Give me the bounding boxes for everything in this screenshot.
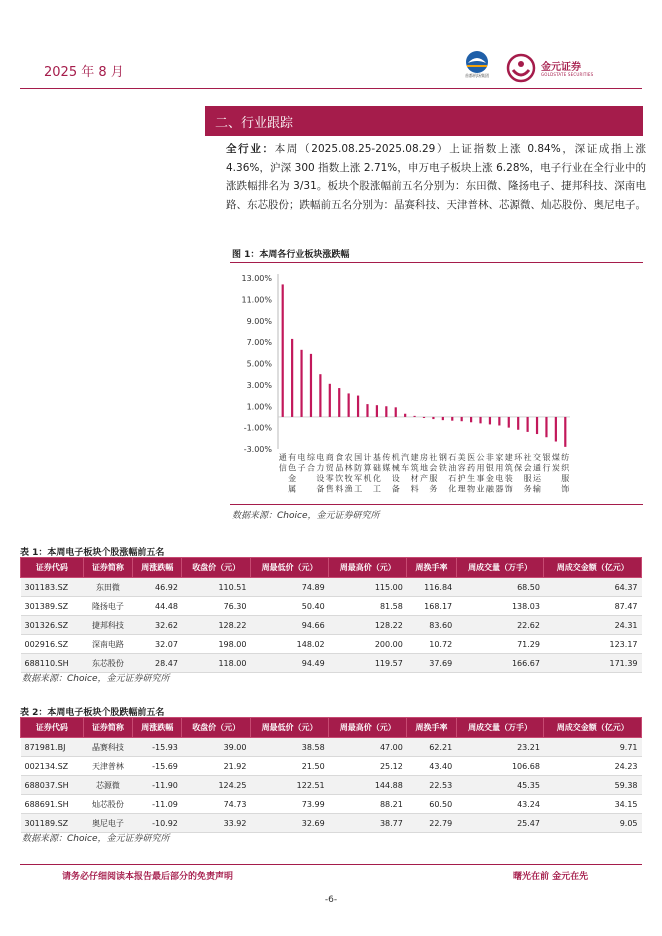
x-tick-label: 商贸零售 <box>325 453 334 494</box>
table-cell: 44.48 <box>133 597 182 616</box>
bar <box>366 404 368 417</box>
x-tick-label: 医药生物 <box>467 453 476 494</box>
table-cell: 144.88 <box>329 776 407 795</box>
intro-text: 本周（2025.08.25-2025.08.29）上证指数上涨 0.84%，深证成指上涨 4.36%，沪深 300 指数上涨 2.71%，申万电子板块上涨 6.28%，电子行业在全行业中的涨跌幅排名为 3/31。板块个股涨幅前五名分别为：东田微、隆扬电子、捷邦科技、深南电路、东芯股份；跌幅前五名分别为：晶赛科技、天津普林、芯源微、灿芯股份、奥尼电子。 <box>226 143 646 211</box>
x-tick-label: 钢铁 <box>438 453 447 473</box>
table-cell: 芯源微 <box>83 776 132 795</box>
table-header-cell: 周最低价（元） <box>250 558 328 578</box>
capital-airports-logo <box>454 50 500 86</box>
table-cell: 64.37 <box>544 578 642 597</box>
header-divider <box>20 88 642 89</box>
table-header-cell: 证券简称 <box>83 558 132 578</box>
page-number: -6- <box>324 895 338 905</box>
bar <box>376 405 378 417</box>
bar <box>338 388 340 417</box>
x-tick-label: 交通运输 <box>533 453 542 494</box>
footer-slogan: 曙光在前 金元在先 <box>513 872 589 882</box>
x-tick-label: 传媒 <box>382 453 391 473</box>
table-cell: 83.60 <box>407 616 456 635</box>
table-cell: 21.92 <box>182 757 251 776</box>
table-cell: 115.00 <box>329 578 407 597</box>
logo2-brand-en: GOLDSTATE SECURITIES <box>541 72 594 77</box>
table-cell: 60.50 <box>407 795 456 814</box>
table-header-cell: 收盘价（元） <box>182 718 251 738</box>
table-cell: 119.57 <box>329 654 407 673</box>
bar <box>319 374 321 417</box>
table-cell: 301189.SZ <box>21 814 84 833</box>
bar <box>395 407 397 417</box>
table-cell: 9.71 <box>544 738 642 757</box>
bar <box>498 417 500 426</box>
bar <box>508 417 510 428</box>
table-header-cell: 周成交金额（亿元） <box>544 558 642 578</box>
x-tick-label: 美容护理 <box>457 453 466 494</box>
x-tick-label: 房地产 <box>420 453 428 483</box>
y-tick-label: -1.00% <box>243 423 272 433</box>
x-tick-label: 石油石化 <box>448 453 457 494</box>
x-tick-label: 食品饮料 <box>335 453 344 494</box>
table-cell: 124.25 <box>182 776 251 795</box>
table-cell: 9.05 <box>544 814 642 833</box>
x-tick-label: 农林牧渔 <box>344 453 353 494</box>
x-tick-label: 汽车 <box>401 453 410 473</box>
x-tick-label: 社会服务 <box>429 453 438 494</box>
x-tick-label: 家用电器 <box>495 453 504 494</box>
table-cell: -15.69 <box>133 757 182 776</box>
y-tick-label: 1.00% <box>246 402 272 412</box>
y-tick-label: 5.00% <box>246 359 272 369</box>
bar <box>310 354 312 417</box>
table-cell: 24.23 <box>544 757 642 776</box>
table-cell: 捷邦科技 <box>83 616 132 635</box>
table-cell: 25.12 <box>329 757 407 776</box>
table-cell: 奥尼电子 <box>83 814 132 833</box>
table-cell: 43.40 <box>407 757 456 776</box>
bar <box>479 417 481 423</box>
table-header-cell: 证券代码 <box>21 718 84 738</box>
table-cell: 688110.SH <box>21 654 84 673</box>
table-cell: 198.00 <box>182 635 251 654</box>
x-tick-label: 社会服务 <box>523 453 532 494</box>
table-cell: 94.66 <box>250 616 328 635</box>
table-cell: -10.92 <box>133 814 182 833</box>
footer-divider <box>20 864 642 865</box>
bar <box>282 284 284 417</box>
x-tick-label: 基础化工 <box>372 453 381 494</box>
x-tick-label: 国防军工 <box>354 453 363 494</box>
y-tick-label: 11.00% <box>241 295 272 305</box>
table-cell: 25.47 <box>456 814 544 833</box>
table-cell: 隆扬电子 <box>83 597 132 616</box>
table-row <box>21 795 642 814</box>
x-tick-label: 计算机 <box>363 453 372 483</box>
footer-disclaimer: 请务必仔细阅读本报告最后部分的免责声明 <box>62 872 234 882</box>
table-cell: 301326.SZ <box>21 616 84 635</box>
table-cell: 灿芯股份 <box>83 795 132 814</box>
x-tick-label: 电子 <box>297 453 306 473</box>
table-cell: 81.58 <box>329 597 407 616</box>
logo1-org-name: 首都机场集团 <box>465 73 489 78</box>
table-cell: 59.38 <box>544 776 642 795</box>
y-tick-label: 3.00% <box>246 380 272 390</box>
table-cell: 39.00 <box>182 738 251 757</box>
y-tick-label: 9.00% <box>246 316 272 326</box>
table-row <box>21 578 642 597</box>
bar <box>527 417 529 432</box>
x-tick-label: 有色金属 <box>288 453 297 494</box>
table-cell: 116.84 <box>407 578 456 597</box>
x-tick-label: 纺织服饰 <box>561 453 570 494</box>
bar <box>517 417 519 430</box>
table-cell: 74.89 <box>250 578 328 597</box>
table-header-cell: 周涨跌幅 <box>133 558 182 578</box>
table-header-cell: 周最高价（元） <box>329 718 407 738</box>
table-cell: 38.58 <box>250 738 328 757</box>
figure-title: 图 1：本周各行业板块涨跌幅 <box>232 250 350 260</box>
intro-paragraph <box>226 140 646 214</box>
table-header-cell: 周换手率 <box>407 718 456 738</box>
table1-source: 数据来源：Choice，金元证券研究所 <box>22 674 170 684</box>
table-cell: 94.49 <box>250 654 328 673</box>
table-header-cell: 证券代码 <box>21 558 84 578</box>
section-header <box>205 106 643 136</box>
bar <box>385 406 387 417</box>
bar <box>432 417 434 419</box>
table-header-cell: 周成交金额（亿元） <box>544 718 642 738</box>
report-date: 2025 年 8 月 <box>44 65 124 80</box>
table-cell: 88.21 <box>329 795 407 814</box>
table-row <box>21 814 642 833</box>
bar <box>451 417 453 421</box>
table2-source: 数据来源：Choice，金元证券研究所 <box>22 834 170 844</box>
x-tick-label: 建筑装饰 <box>504 453 513 494</box>
bar <box>442 417 444 420</box>
table-header-cell: 周成交量（万手） <box>456 718 544 738</box>
table-cell: 118.00 <box>182 654 251 673</box>
table-cell: 688037.SH <box>21 776 84 795</box>
table-cell: 171.39 <box>544 654 642 673</box>
table-cell: 871981.BJ <box>21 738 84 757</box>
bar <box>413 416 415 417</box>
x-tick-label: 公用事业 <box>476 453 485 494</box>
table-cell: 688691.SH <box>21 795 84 814</box>
figure-top-rule <box>230 262 643 263</box>
table-cell: 28.47 <box>133 654 182 673</box>
table-row <box>21 654 642 673</box>
airport-emblem-icon <box>454 50 500 74</box>
x-tick-label: 煤炭 <box>551 453 560 473</box>
table-cell: 87.47 <box>544 597 642 616</box>
table-cell: 32.62 <box>133 616 182 635</box>
table-row <box>21 635 642 654</box>
table-cell: 22.53 <box>407 776 456 795</box>
x-tick-label: 银行 <box>542 453 551 473</box>
table-cell: 301389.SZ <box>21 597 84 616</box>
table-row <box>21 776 642 795</box>
table-cell: 76.30 <box>182 597 251 616</box>
table-cell: 110.51 <box>182 578 251 597</box>
table-cell: 73.99 <box>250 795 328 814</box>
table-cell: 128.22 <box>329 616 407 635</box>
figure-source: 数据来源：Choice，金元证券研究所 <box>232 511 380 521</box>
table-header-cell: 周成交量（万手） <box>456 558 544 578</box>
table-cell: 24.31 <box>544 616 642 635</box>
x-tick-label: 通信 <box>278 453 287 473</box>
goldstate-emblem-icon <box>505 52 537 84</box>
x-tick-label: 综合 <box>306 453 315 473</box>
table-header-cell: 证券简称 <box>83 718 132 738</box>
table-cell: 002916.SZ <box>21 635 84 654</box>
bar <box>564 417 566 447</box>
goldstate-logo <box>505 52 615 84</box>
table-header-cell: 周最高价（元） <box>329 558 407 578</box>
table-cell: 38.77 <box>329 814 407 833</box>
table-cell: 东田微 <box>83 578 132 597</box>
table-cell: 148.02 <box>250 635 328 654</box>
bar <box>423 417 425 418</box>
table-header-cell: 周涨跌幅 <box>133 718 182 738</box>
table-cell: 43.24 <box>456 795 544 814</box>
y-tick-label: 13.00% <box>241 274 272 283</box>
table-cell: 47.00 <box>329 738 407 757</box>
table-cell: -15.93 <box>133 738 182 757</box>
section-title: 二、行业跟踪 <box>215 116 294 131</box>
table-cell: -11.09 <box>133 795 182 814</box>
table-cell: 37.69 <box>407 654 456 673</box>
bar <box>470 417 472 422</box>
table-cell: 21.50 <box>250 757 328 776</box>
table-cell: 122.51 <box>250 776 328 795</box>
table-cell: 166.67 <box>456 654 544 673</box>
bar <box>545 417 547 437</box>
table-cell: 74.73 <box>182 795 251 814</box>
bar <box>357 396 359 417</box>
bar <box>291 339 293 417</box>
table-cell: -11.90 <box>133 776 182 795</box>
table-cell: 002134.SZ <box>21 757 84 776</box>
table-row <box>21 616 642 635</box>
bar <box>348 393 350 417</box>
table-cell: 晶赛科技 <box>83 738 132 757</box>
table1-title: 表 1：本周电子板块个股涨幅前五名 <box>20 548 165 558</box>
x-tick-label: 机械设备 <box>391 453 400 494</box>
table-cell: 68.50 <box>456 578 544 597</box>
table-cell: 50.40 <box>250 597 328 616</box>
table-row <box>21 757 642 776</box>
x-tick-label: 建筑材料 <box>410 453 419 494</box>
table-row <box>21 597 642 616</box>
table-cell: 71.29 <box>456 635 544 654</box>
losers-table <box>20 717 642 833</box>
table-cell: 106.68 <box>456 757 544 776</box>
figure-bottom-rule <box>230 504 643 505</box>
table-header-cell: 周最低价（元） <box>250 718 328 738</box>
bar <box>489 417 491 424</box>
bar <box>555 417 557 442</box>
logo2-brand: 金元证券 <box>541 62 581 73</box>
table-cell: 45.35 <box>456 776 544 795</box>
table-cell: 33.92 <box>182 814 251 833</box>
y-tick-label: 7.00% <box>246 338 272 348</box>
table-cell: 22.79 <box>407 814 456 833</box>
table-cell: 200.00 <box>329 635 407 654</box>
bar <box>461 417 463 421</box>
table-cell: 23.21 <box>456 738 544 757</box>
x-tick-label: 环保 <box>514 453 523 473</box>
intro-label: 全行业： <box>226 143 275 155</box>
x-tick-label: 电力设备 <box>316 453 325 494</box>
table-cell: 东芯股份 <box>83 654 132 673</box>
bar <box>300 350 302 417</box>
x-tick-label: 非银金融 <box>485 453 494 494</box>
table-cell: 34.15 <box>544 795 642 814</box>
table-cell: 123.17 <box>544 635 642 654</box>
table-row <box>21 738 642 757</box>
table-cell: 301183.SZ <box>21 578 84 597</box>
table-cell: 46.92 <box>133 578 182 597</box>
table-cell: 138.03 <box>456 597 544 616</box>
table-header-cell: 收盘价（元） <box>182 558 251 578</box>
bar <box>536 417 538 434</box>
bar <box>329 384 331 417</box>
gainers-table <box>20 557 642 673</box>
table-cell: 22.62 <box>456 616 544 635</box>
bar <box>404 414 406 417</box>
table-cell: 深南电路 <box>83 635 132 654</box>
table-cell: 天津普林 <box>83 757 132 776</box>
industry-bar-chart <box>230 264 642 502</box>
y-tick-label: -3.00% <box>243 445 272 454</box>
table-cell: 168.17 <box>407 597 456 616</box>
table-header-cell: 周换手率 <box>407 558 456 578</box>
table-cell: 10.72 <box>407 635 456 654</box>
table-cell: 32.69 <box>250 814 328 833</box>
table-cell: 62.21 <box>407 738 456 757</box>
table-cell: 128.22 <box>182 616 251 635</box>
table2-title: 表 2：本周电子板块个股跌幅前五名 <box>20 708 165 718</box>
table-cell: 32.07 <box>133 635 182 654</box>
